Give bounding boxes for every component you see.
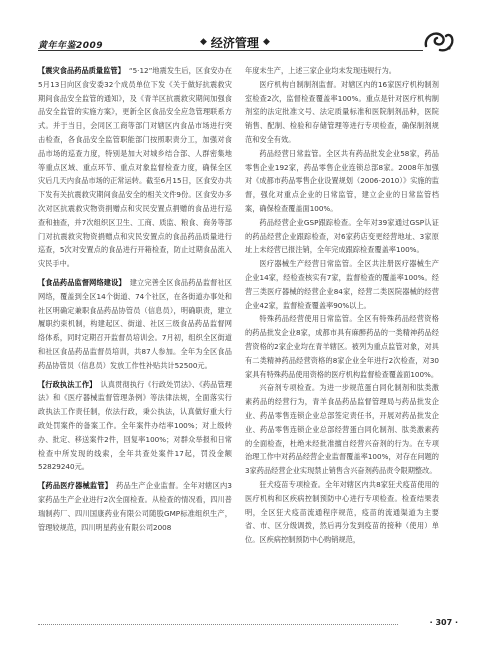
right-column [245,64,439,611]
paragraph-rabies-vaccine: 狂犬疫苗专项检查。全年对辖区内共8家狂犬疫苗使用的医疗机构和区疾病控制预防中心进行专项检查。检查结果表明，全区狂犬疫苗流通程序规范，疫苗的流通渠道为主要省、市、区分级调拨，然后再分发到疫苗的接种（使用）单位。区疾病控制预防中心购销规范， [245,479,439,545]
section-heading: 【震灾食品药品质量监管】 [38,66,125,75]
diamond-right-icon: ◆ [262,36,270,47]
paragraph-hospital-preparations: 医疗机构自制制剂监督。对辖区内的16家医疗机构制剂室检查2次，监督检查覆盖率100%。重点是针对医疗机构制剂室的法定批准文号、法定质量标准和医院制剂品种，医院销售、配制、检验和存储管理等进行专项检查，确保制剂规范和安全有效。 [245,79,439,144]
section-body: 建立完善全区食品药品监督社区网络，覆盖到全区14个街道、74个社区，在各街道办事处和社区明确定兼职食品药品协管员（信息员），明确职责，建立履职约束机制，构建起区、街道、社区三级食品药品监督网络体系，同时定期召开监督员培训会。7月初，组织全区街道和社区食品药品监督员培训，共87人参加。全年为全区食品药品协管员（信息员）发放工作性补贴共计52500元。 [38,277,232,370]
section-title-wrap [200,35,270,49]
section-heading: 【行政执法工作】 [38,379,97,389]
section-drug-device-supervision [38,479,232,534]
paragraph-medical-device: 医疗器械生产经营日常监管。全区共注册医疗器械生产企业14家，经检查核实有7家，监督检查的覆盖率100%。经营三类医疗器械的经营企业84家，经营二类医院器械的经营企业42家，监督检查覆盖率90%以上。 [245,259,439,310]
diamond-left-icon: ◆ [200,36,207,47]
paragraph-continued: 年度未生产，上述三家企业均未发现违规行为。 [245,66,396,75]
section-law-enforcement [38,378,232,475]
page-number: · 307 · [429,618,458,627]
page-footer [38,618,458,630]
paragraph-gsp-tracking: 药品经营企业GSP跟踪检查。全年对39家通过GSP认证的药品经营企业跟踪检查，对6家药店变更经营地址、3家原址上未经营已报注销，全年完成跟踪检查覆盖率100%。 [245,217,439,255]
header-rule [38,50,423,51]
paragraph-drug-operation: 药品经营日常监管。全区共有药品批发企业58家，药品零售企业192家，药品零售企业连锁总部8家。2008年加强对《成都市药品零售企业设置规划（2006-2010）》实施的监督，强化对重点企业的日常监管，建立企业的日常监管档案，确保检查覆盖面100%。 [245,148,439,213]
section-body: 认真贯彻执行《行政处罚法》、《药品管理法》和《医疗器械监督管理条例》等法律法规，全面落实行政执法工作责任制，依法行政，秉公执法，认真做好重大行政处罚案件的备案工作。全年案件办结率100%；对上级转办、批定、移送案件2件，回复率100%；对群众举报和日常检查中所发现的线索，全年共查处案件17起，罚没金额52829240元。 [38,379,232,472]
section-title: 经济管理 [210,35,259,50]
paragraph-stimulant-check: 兴奋剂专项检查。为进一步规范蛋白同化制剂和肽类激素药品的经营行为，青羊食品药品监督管理局与药品批发企业、药品零售连锁企业总部签定责任书，开展对药品批发企业、药品零售连锁企业总部经营蛋白同化制剂、肽类激素药的全面检查，杜绝未经批准擅自经营兴奋剂的行为。在专项治理工作中对药品经营企业监督覆盖率100%，对存在问题的3家药品经营企业实现禁止销售含兴奋剂药品责令限期整改。 [245,383,439,476]
left-column [38,64,232,611]
swirl-logo-icon [422,28,456,56]
section-body: “5·12”地震发生后，区食安办在5月13日向区食安委32个成员单位下发《关于做好抗震救灾期间食品安全监管的通知》，及《青羊区抗震救灾期间加强食品安全监管的实施方案》，更新全区食品安全应急管理联系方式。并于当日，会同区工商等部门对辖区内食品市场进行突击检查，各食品安全监管职能部门按照职责分工，加强对食品市场的巡查力度，特别是加大对城乡结合部、人群密集地等重点区域、重点环节、重点对象监督检查力度，确保全区灾后几天内食品市场的正常运转。截至6月15日，区食安办共下发有关抗震救灾期间食品安全的相关文件9份。区食安办多次对区抗震救灾物资捐赠点和灾民安置点捐赠的食品进行巡查和抽查，并7次组织区卫生、工商、质监、粮食、商务等部门对抗震救灾物资捐赠点和灾民安置点的食品药品质量进行巡查，5次对安置点的食品进行开箱检查，防止过期食品流入灾民手中。 [38,66,232,269]
section-heading: 【药品医疗器械监管】 [38,481,113,491]
paragraph-special-drugs: 特殊药品经营使用日常监管。全区有特殊药品经营资格的药品批发企业8家，成都市具有麻醉药品的一类精神药品经营资格的2家企业均在青羊辖区。被列为重点监管对象，对具有二类精神药品经营资格的8家企业全年进行2次检查，对30家具有特殊药品使用资格的医疗机构监督检查覆盖面100%。 [245,314,439,379]
section-heading: 【食品药品监督网络建设】 [38,277,126,287]
footer-dotted-rule [38,624,398,625]
yearbook-brand: 黄年年鉴2009 [38,41,104,51]
section-body: 药品生产企业监督。全年对辖区内3家药品生产企业进行2次全面检查。从检查的情况看，四川普瑞制药厂、四川国康药业有限公司随股GMP标准组织生产，管理较规范，四川明星药业有限公司2008 [38,481,232,532]
section-quake-food-drug [38,64,232,271]
section-supervision-network [38,276,232,373]
page-header [0,0,480,52]
